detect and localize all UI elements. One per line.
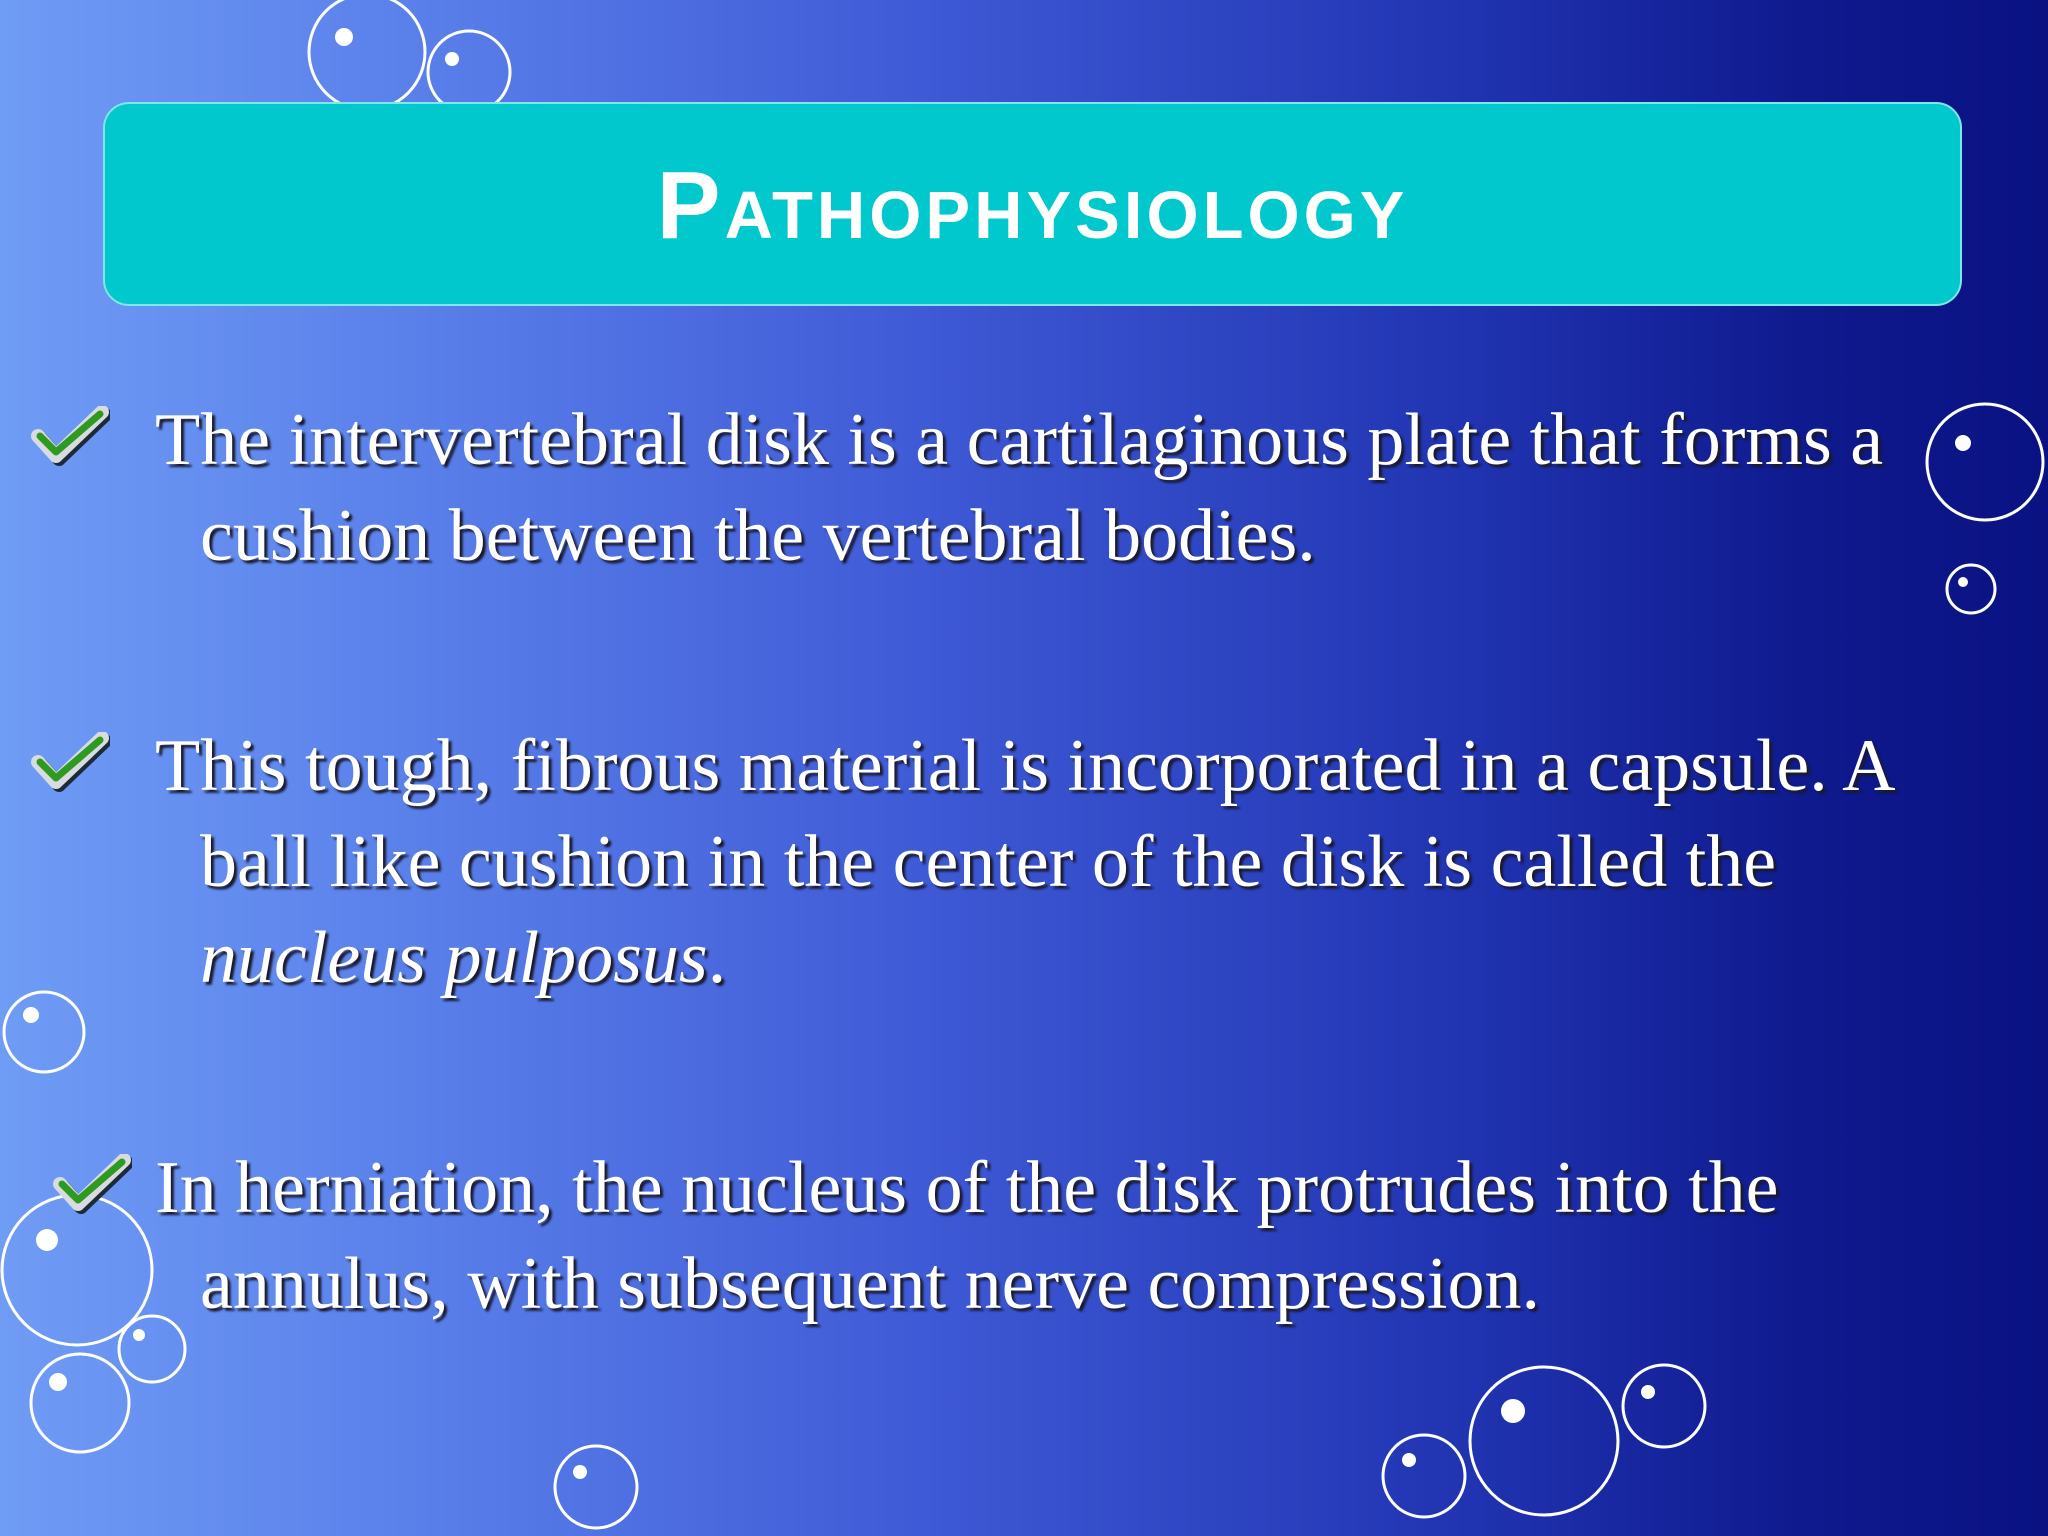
bullet-text: The intervertebral disk is a cartilaginous plate that forms a cushion between the vertebral bodies. [155, 399, 1884, 577]
bubble-icon [555, 1446, 637, 1528]
bubble-icon [31, 1354, 129, 1452]
bubble-icon [428, 31, 510, 113]
bubble-icon [1470, 1367, 1618, 1515]
checkmark-icon [30, 406, 110, 466]
slide-title: Pathophysiology [656, 152, 1409, 259]
bullet-text: In herniation, the nucleus of the disk protrudes into the annulus, with subsequent nerve compression. [155, 1147, 1779, 1325]
bullet-text-part: This tough, fibrous material is incorporated in a capsule. A ball like cushion in the center of the disk is called the [155, 725, 1892, 903]
checkmark-icon [30, 732, 110, 792]
checkmark-icon [52, 1154, 132, 1214]
bullet-item [30, 392, 1990, 584]
bubble-icon [1383, 1435, 1465, 1517]
bubble-icon [1623, 1365, 1705, 1447]
bullet-text [30, 718, 1990, 1006]
bullet-item [30, 718, 1990, 1006]
title-box [103, 102, 1962, 306]
bullet-item [30, 1140, 1990, 1332]
bullet-text-part: . [707, 917, 727, 999]
bubble-icon [309, 0, 425, 110]
bullet-text-italic: nucleus pulposus [200, 917, 708, 999]
